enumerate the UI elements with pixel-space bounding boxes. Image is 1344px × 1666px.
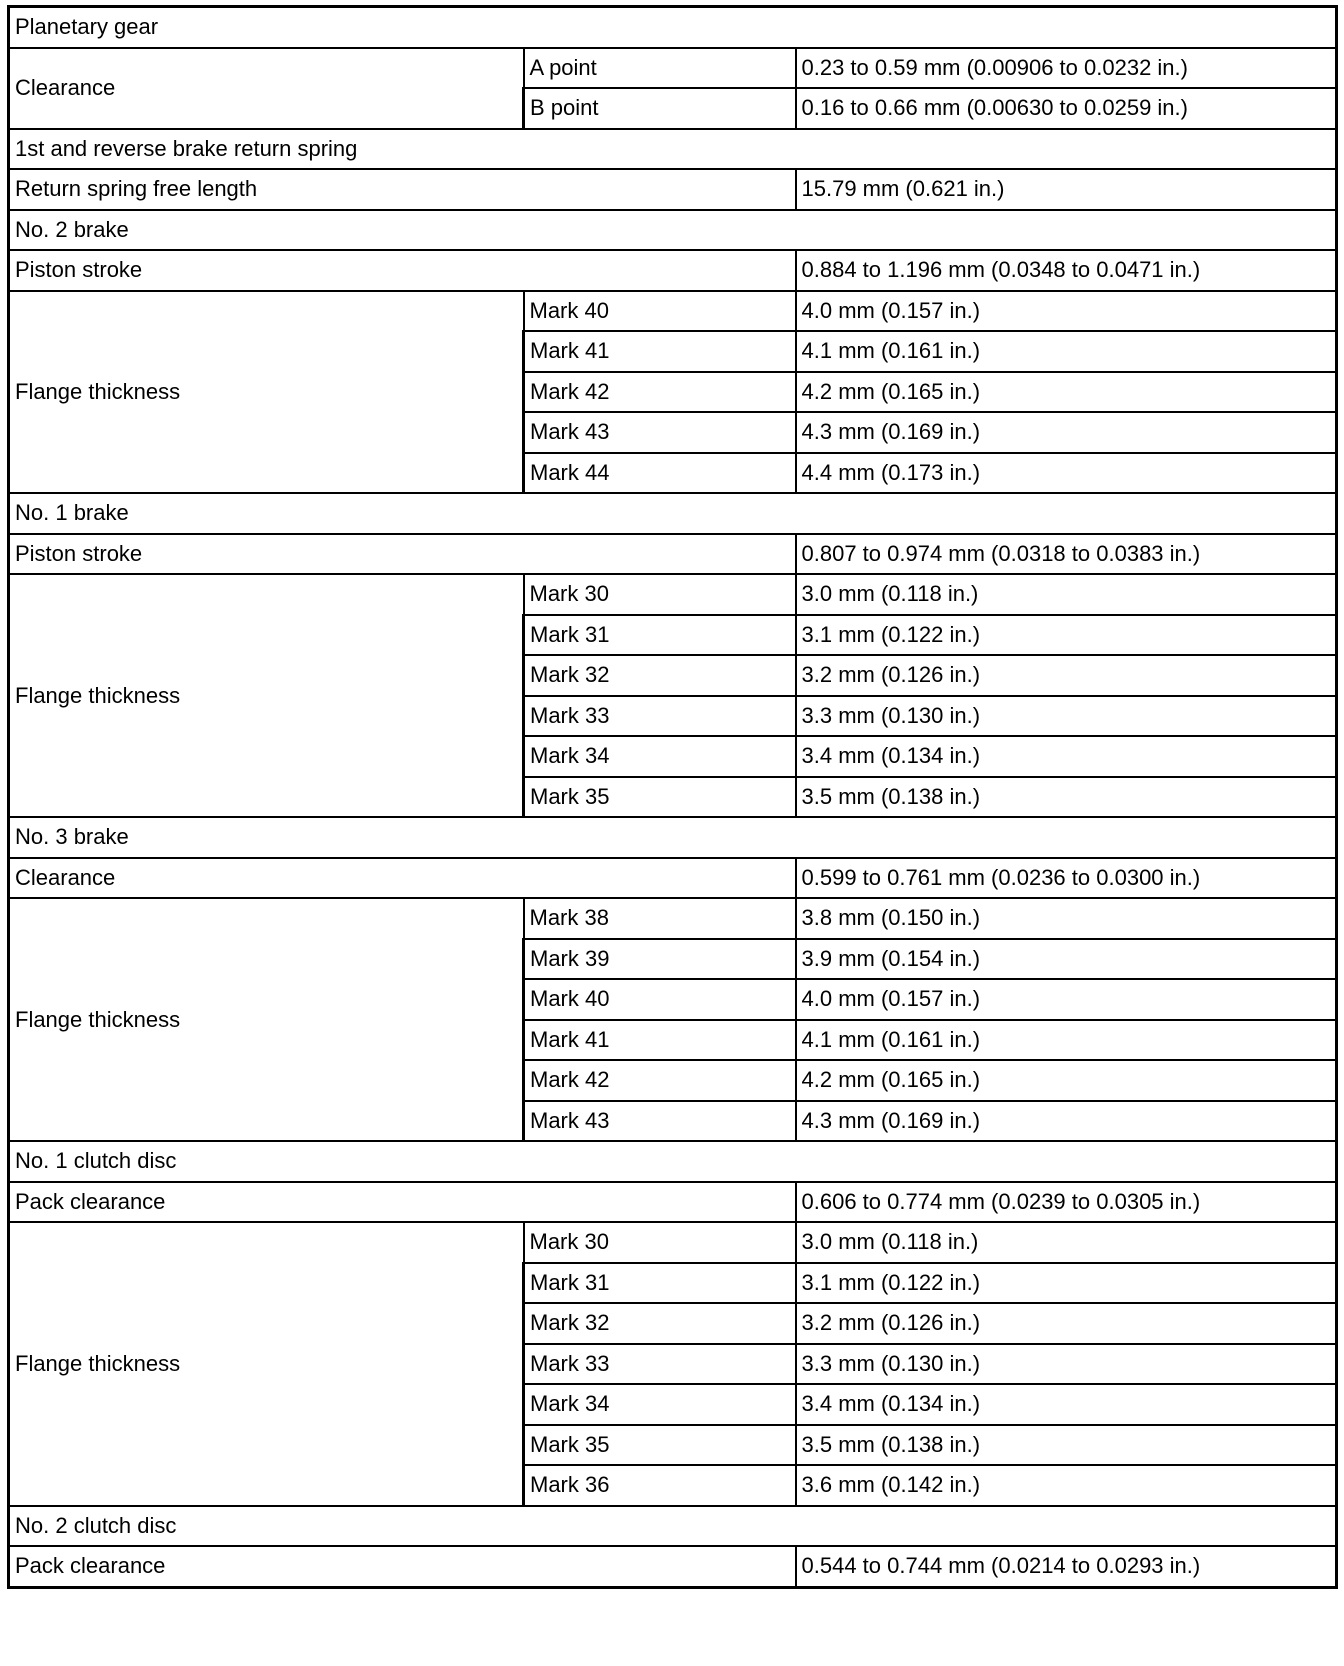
spec-label: Clearance [9,48,524,129]
spec-row [9,898,1337,939]
spec-mark: Mark 43 [524,1101,796,1142]
spec-value: 0.16 to 0.66 mm (0.00630 to 0.0259 in.) [796,88,1337,129]
spec-mark: Mark 40 [524,291,796,332]
spec-mark: Mark 43 [524,412,796,453]
spec-row [9,574,1337,615]
section-header-row [9,493,1337,534]
spec-value: 15.79 mm (0.621 in.) [796,169,1337,210]
spec-value: 0.599 to 0.761 mm (0.0236 to 0.0300 in.) [796,858,1337,899]
spec-mark: Mark 32 [524,1303,796,1344]
spec-mark: Mark 31 [524,615,796,656]
spec-mark: Mark 33 [524,1344,796,1385]
spec-value: 3.3 mm (0.130 in.) [796,696,1337,737]
spec-row [9,250,1337,291]
spec-value: 4.0 mm (0.157 in.) [796,291,1337,332]
spec-value: 3.4 mm (0.134 in.) [796,736,1337,777]
spec-row [9,858,1337,899]
spec-value: 3.0 mm (0.118 in.) [796,1222,1337,1263]
spec-mark: Mark 44 [524,453,796,494]
spec-value: 4.3 mm (0.169 in.) [796,1101,1337,1142]
spec-mark: Mark 34 [524,1384,796,1425]
spec-label: Clearance [9,858,796,899]
spec-mark: Mark 39 [524,939,796,980]
section-header-row [9,1506,1337,1547]
specification-table [7,5,1338,1589]
spec-label: Piston stroke [9,250,796,291]
spec-label: Flange thickness [9,291,524,494]
section-title: No. 3 brake [9,817,1337,858]
spec-row [9,1182,1337,1223]
spec-mark: Mark 41 [524,1020,796,1061]
section-header-row [9,817,1337,858]
spec-mark: Mark 41 [524,331,796,372]
spec-value: 3.0 mm (0.118 in.) [796,574,1337,615]
spec-value: 3.1 mm (0.122 in.) [796,1263,1337,1304]
spec-row [9,291,1337,332]
spec-mark: Mark 42 [524,1060,796,1101]
spec-value: 3.1 mm (0.122 in.) [796,615,1337,656]
section-title: No. 2 brake [9,210,1337,251]
spec-value: 0.23 to 0.59 mm (0.00906 to 0.0232 in.) [796,48,1337,89]
spec-value: 3.2 mm (0.126 in.) [796,655,1337,696]
spec-mark: Mark 38 [524,898,796,939]
spec-label: Pack clearance [9,1182,796,1223]
spec-mark: Mark 30 [524,1222,796,1263]
spec-mark: Mark 40 [524,979,796,1020]
section-header-row [9,1141,1337,1182]
spec-value: 4.1 mm (0.161 in.) [796,331,1337,372]
spec-mark: Mark 34 [524,736,796,777]
section-header-row [9,210,1337,251]
section-title: No. 1 brake [9,493,1337,534]
spec-label: Flange thickness [9,1222,524,1506]
section-header-row [9,129,1337,170]
spec-value: 3.8 mm (0.150 in.) [796,898,1337,939]
section-header-row [9,7,1337,48]
spec-label: Flange thickness [9,574,524,817]
spec-mark: Mark 42 [524,372,796,413]
spec-value: 3.5 mm (0.138 in.) [796,777,1337,818]
spec-value: 3.6 mm (0.142 in.) [796,1465,1337,1506]
spec-value: 4.1 mm (0.161 in.) [796,1020,1337,1061]
spec-value: 0.807 to 0.974 mm (0.0318 to 0.0383 in.) [796,534,1337,575]
spec-value: 0.884 to 1.196 mm (0.0348 to 0.0471 in.) [796,250,1337,291]
spec-row [9,1546,1337,1587]
spec-value: 3.4 mm (0.134 in.) [796,1384,1337,1425]
spec-row [9,1222,1337,1263]
spec-label: Return spring free length [9,169,796,210]
spec-mark: B point [524,88,796,129]
spec-label: Piston stroke [9,534,796,575]
spec-row [9,48,1337,89]
spec-mark: Mark 33 [524,696,796,737]
spec-value: 4.0 mm (0.157 in.) [796,979,1337,1020]
spec-mark: Mark 32 [524,655,796,696]
spec-row [9,169,1337,210]
section-title: No. 1 clutch disc [9,1141,1337,1182]
spec-mark: Mark 36 [524,1465,796,1506]
spec-mark: A point [524,48,796,89]
spec-value: 0.606 to 0.774 mm (0.0239 to 0.0305 in.) [796,1182,1337,1223]
spec-mark: Mark 30 [524,574,796,615]
spec-label: Pack clearance [9,1546,796,1587]
spec-mark: Mark 31 [524,1263,796,1304]
spec-value: 4.2 mm (0.165 in.) [796,1060,1337,1101]
spec-row [9,534,1337,575]
section-title: 1st and reverse brake return spring [9,129,1337,170]
specification-table-body [9,7,1337,1588]
spec-value: 4.2 mm (0.165 in.) [796,372,1337,413]
spec-value: 4.3 mm (0.169 in.) [796,412,1337,453]
spec-value: 3.2 mm (0.126 in.) [796,1303,1337,1344]
spec-value: 0.544 to 0.744 mm (0.0214 to 0.0293 in.) [796,1546,1337,1587]
spec-value: 3.9 mm (0.154 in.) [796,939,1337,980]
spec-value: 3.5 mm (0.138 in.) [796,1425,1337,1466]
spec-value: 4.4 mm (0.173 in.) [796,453,1337,494]
spec-value: 3.3 mm (0.130 in.) [796,1344,1337,1385]
spec-label: Flange thickness [9,898,524,1141]
section-title: Planetary gear [9,7,1337,48]
spec-mark: Mark 35 [524,777,796,818]
section-title: No. 2 clutch disc [9,1506,1337,1547]
spec-mark: Mark 35 [524,1425,796,1466]
